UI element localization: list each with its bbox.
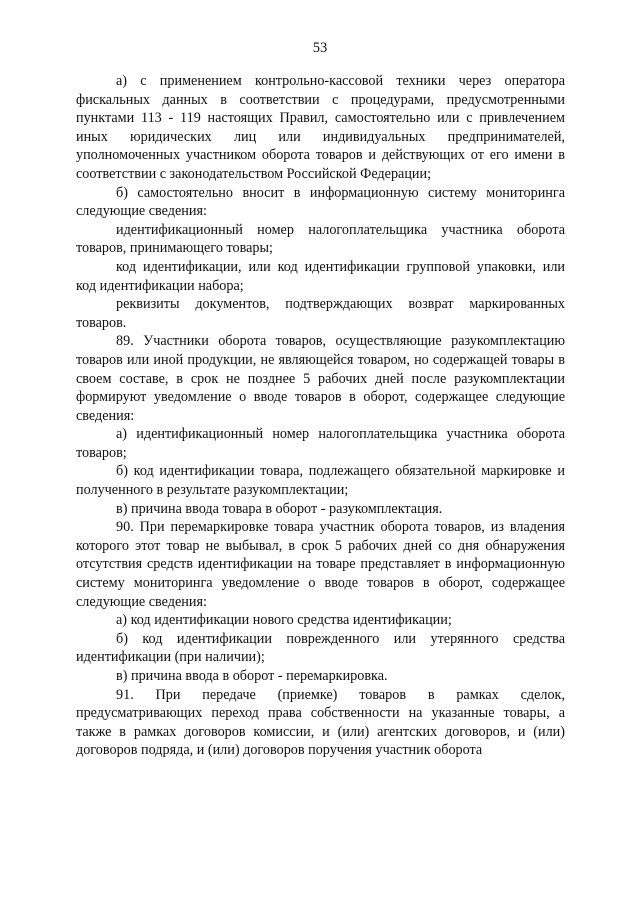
paragraph-inn-receiver: идентификационный номер налогоплательщика участника оборота товаров, принимающего товары; [76,221,565,257]
paragraph-b-self-entry: б) самостоятельно вносит в информационную систему мониторинга следующие сведения: [76,184,565,220]
paragraph-90: 90. При перемаркировке товара участник оборота товаров, из владения которого этот товар не выбывал, в срок 5 рабочих дней со дня обнаружения отсутствия средств идентификации на товаре представляет в информационную систему мониторинга уведомление о вводе товаров в оборот, содержащее следующие сведения: [76,519,565,610]
paragraph-89-b: б) код идентификации товара, подлежащего обязательной маркировке и полученного в результате разукомплектации; [76,463,565,499]
paragraph-90-b: б) код идентификации поврежденного или утерянного средства идентификации (при наличии); [76,630,565,666]
paragraph-89: 89. Участники оборота товаров, осуществляющие разукомплектацию товаров или иной продукции, не являющейся товаром, но содержащей товары в своем составе, в срок не позднее 5 рабочих дней после разукомплектации формируют уведомление о вводе товаров в оборот, содержащее следующие сведения: [76,333,565,424]
paragraph-return-documents: реквизиты документов, подтверждающих возврат маркированных товаров. [76,296,565,331]
paragraph-89-c: в) причина ввода товара в оборот - разукомплектация. [116,500,443,517]
paragraph-90-c: в) причина ввода в оборот - перемаркировка. [116,668,388,684]
paragraph-91: 91. При передаче (приемке) товаров в рамках сделок, предусматривающих переход права собственности на указанные товары, а также в рамках договоров комиссии, и (или) агентских договоров, и (или) договоров подряда, и (или) договоров поручения участник оборота [76,686,565,759]
paragraph-identification-code: код идентификации, или код идентификации групповой упаковки, или код идентификации набора; [76,258,565,294]
paragraph-a-kkt: а) с применением контрольно-кассовой техники через оператора фискальных данных в соответствии с процедурами, предусмотренными пунктами 113 - 119 настоящих Правил, самостоятельно или с привлечением иных юридических лиц или индивидуальных предпринимателей, уполномоченных участником оборота товаров и действующих от его имени в соответствии с законодательством Российской Федерации; [76,73,565,182]
page-number: 53 [312,40,328,56]
document-body [76,72,565,760]
paragraph-89-a: а) идентификационный номер налогоплательщика участника оборота товаров; [76,426,565,461]
paragraph-90-a: а) код идентификации нового средства идентификации; [116,612,452,629]
